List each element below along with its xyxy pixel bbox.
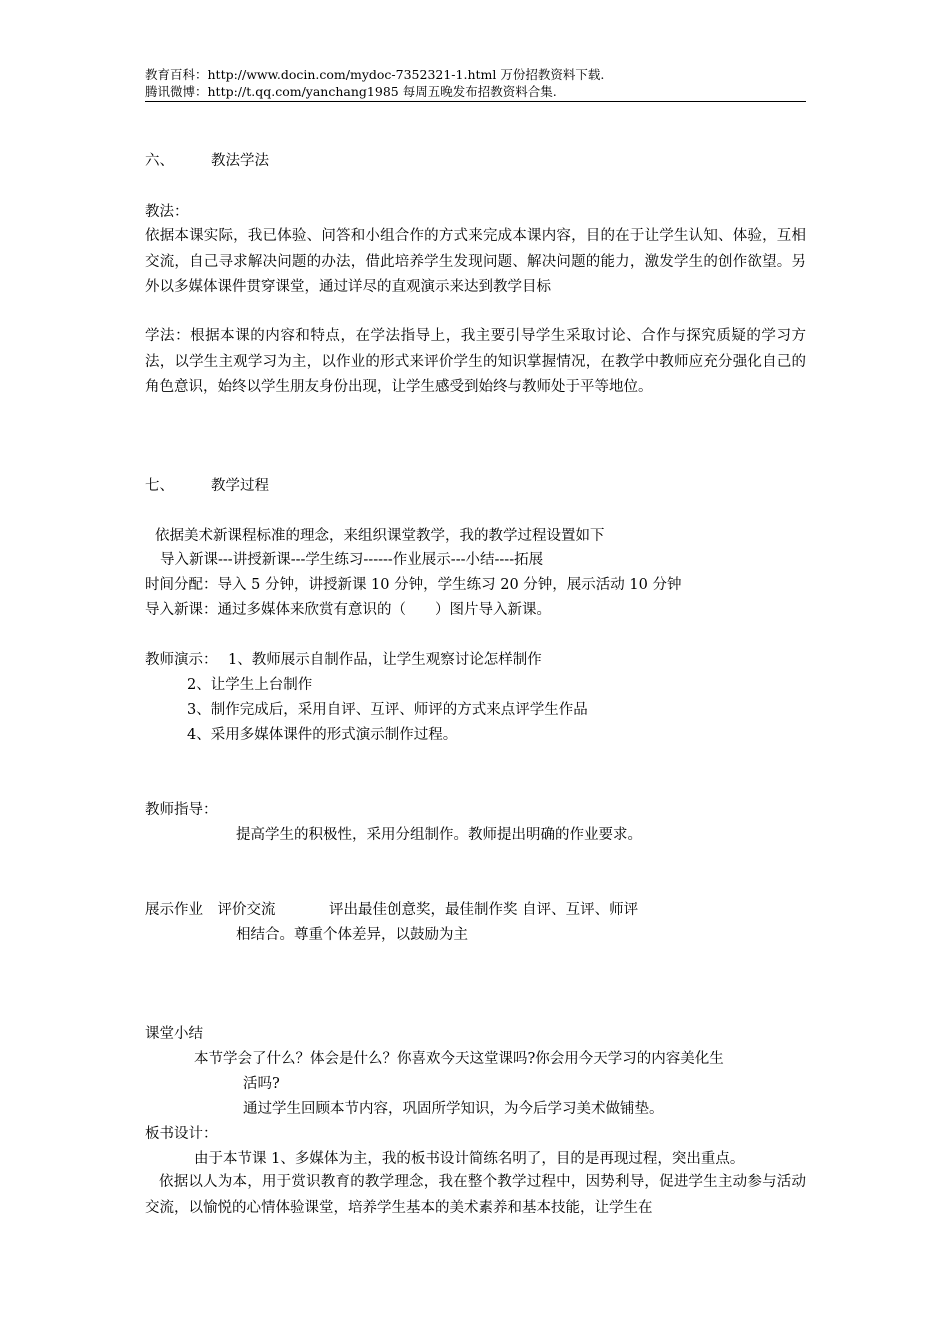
board-design-text: 由于本节课 1、多媒体为主，我的板书设计简练名明了，目的是再现过程，突出重点。 <box>194 1151 745 1167</box>
teaching-method-label: 教法： <box>145 204 189 220</box>
demo-item: 3、制作完成后，采用自评、互评、师评的方式来点评学生作品 <box>187 702 588 718</box>
section6-number: 六、 <box>145 153 174 169</box>
show-text-continued: 相结合。尊重个体差异，以鼓励为主 <box>236 927 468 943</box>
demo-item: 4、采用多媒体课件的形式演示制作过程。 <box>187 727 458 743</box>
board-design-label: 板书设计： <box>145 1126 218 1142</box>
section7-number: 七、 <box>145 478 174 494</box>
guide-text: 提高学生的积极性，采用分组制作。教师提出明确的作业要求。 <box>236 827 642 843</box>
demo-item: 2、让学生上台制作 <box>187 677 313 693</box>
summary-label: 课堂小结 <box>145 1026 203 1042</box>
section7-title: 教学过程 <box>211 478 269 494</box>
header-line-weibo: 腾讯微博：http://t.qq.com/yanchang1985 每周五晚发布招教资料合集. <box>145 84 557 99</box>
guide-label: 教师指导： <box>145 802 218 818</box>
learning-method-paragraph: 学法：根据本课的内容和特点，在学法指导上，我主要引导学生采取讨论、合作与探究质疑的学习方法，以学生主观学习为主，以作业的形式来评价学生的知识掌握情况，在教学中教师应充分强化自己的角色意识，始终以学生朋友身份出现，让学生感受到始终与教师处于平等地位。 <box>145 328 806 395</box>
show-label: 展示作业 评价交流 <box>145 902 276 918</box>
show-text: 评出最佳创意奖，最佳制作奖 自评、互评、师评 <box>329 902 639 918</box>
summary-text: 通过学生回顾本节内容，巩固所学知识，为今后学习美术做铺垫。 <box>243 1101 664 1117</box>
time-allocation: 时间分配：导入 5 分钟，讲授新课 10 分钟，学生练习 20 分钟，展示活动 10 分钟 <box>145 577 682 593</box>
header-line-docin: 教育百科：http://www.docin.com/mydoc-7352321-1.html 万份招教资料下载. <box>145 67 605 82</box>
header-divider <box>145 101 806 102</box>
intro-lesson: 导入新课：通过多媒体来欣赏有意识的（ ）图片导入新课。 <box>145 602 551 618</box>
closing-paragraph: 依据以人为本，用于赏识教育的教学理念，我在整个教学过程中，因势利导，促进学生主动参与活动交流，以愉悦的心情体验课堂，培养学生基本的美术素养和基本技能，让学生在 <box>145 1174 806 1216</box>
section6-title: 教法学法 <box>211 153 269 169</box>
summary-question-continued: 活吗? <box>243 1076 280 1092</box>
page-header <box>145 66 806 100</box>
demo-item: 1、教师展示自制作品，让学生观察讨论怎样制作 <box>228 652 542 668</box>
teaching-method-paragraph: 依据本课实际，我已体验、问答和小组合作的方式来完成本课内容，目的在于让学生认知、体验，互相交流，自己寻求解决问题的办法，借此培养学生发现问题、解决问题的能力，激发学生的创作欲望。另外以多媒体课件贯穿课堂，通过详尽的直观演示来达到教学目标 <box>145 228 806 295</box>
process-intro: 依据美术新课程标准的理念，来组织课堂教学，我的教学过程设置如下 <box>155 528 605 544</box>
process-flow: 导入新课---讲授新课---学生练习------作业展示---小结----拓展 <box>160 552 544 568</box>
demo-label: 教师演示： <box>145 652 218 668</box>
summary-question: 本节学会了什么？体会是什么？你喜欢今天这堂课吗?你会用今天学习的内容美化生 <box>194 1051 724 1067</box>
